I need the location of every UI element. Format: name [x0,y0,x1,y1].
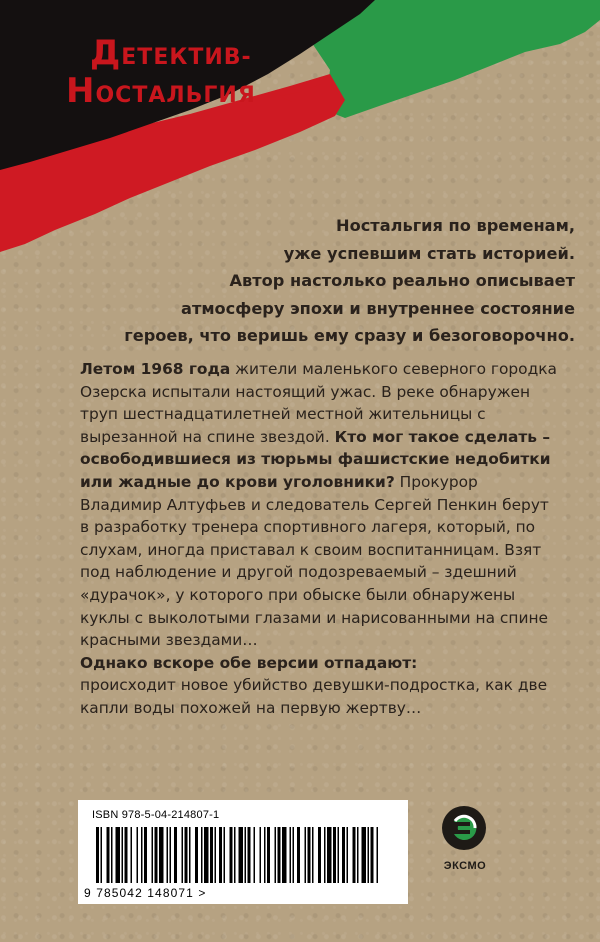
barcode-bar [267,827,270,883]
barcode-bar [137,827,139,883]
barcode-bar [122,827,124,883]
barcode-bar [141,827,143,883]
barcode-bar [167,827,169,883]
barcode-bar [312,827,314,883]
eksmo-logo-icon [440,804,488,852]
barcode-bar [182,827,184,883]
barcode-bar [234,827,236,883]
barcode-bar [318,827,321,883]
barcode-bar [282,827,287,883]
publisher-name: ЭКСМО [443,860,487,872]
barcode-bar [278,827,281,883]
barcode-bars [96,827,386,887]
question-bold: Кто мог такое сделать – освободившиеся из тюрьмы фашистские недобитки или жадные до крови уголовники? [80,427,551,491]
barcode-bar [170,827,172,883]
barcode-bar [155,827,158,883]
series-logo [66,33,256,111]
barcode-bar [189,827,191,883]
barcode-bar [245,827,247,883]
barcode-bar [215,827,217,883]
barcode-bar [210,827,213,883]
barcode-bar [101,827,103,883]
barcode-bar [305,827,307,883]
barcode-bar [116,827,121,883]
barcode-bar [144,827,147,883]
barcode-bar [327,827,332,883]
barcode-bar [297,827,300,883]
barcode-bar [201,827,203,883]
barcode-bar [308,827,311,883]
barcode-bar [338,827,340,883]
barcode-bar [239,827,244,883]
barcode-bar [264,827,266,883]
series-line-2: НОСТАЛЬГИЯ [66,71,256,111]
barcode-bar [224,827,226,883]
barcode-bar [275,827,277,883]
barcode-bar [219,827,222,883]
lead-bold: Летом 1968 года [80,360,231,378]
barcode-bar [159,827,164,883]
barcode-bar [347,827,349,883]
barcode-panel [78,800,408,904]
barcode-bar [152,827,154,883]
barcode-bar [195,827,198,883]
twist-bold: Однако вскоре обе версии отпадают: [80,653,418,672]
barcode-bar [185,827,188,883]
barcode-bar [368,827,370,883]
intro-blurb: Ностальгия по временам, уже успевшим стать историей. Автор настолько реально описывает атмосферу эпохи и внутреннее состояние героев, что веришь ему сразу и безоговорочно. [124,216,575,345]
barcode-bar [362,827,367,883]
barcode-bar [333,827,336,883]
barcode-bar [342,827,345,883]
series-line-1: ДЕТЕКТИВ- [90,33,252,73]
barcode-bar [290,827,292,883]
isbn-text: ISBN 978-5-04-214807-1 [92,809,220,821]
barcode-bar [357,827,359,883]
barcode-bar [260,827,262,883]
barcode-bar [248,827,251,883]
barcode-bar [111,827,113,883]
barcode-bar [125,827,128,883]
barcode-bar [107,827,110,883]
annotation-text: Летом 1968 года жители маленького северного городка Озерска испытали настоящий ужас. В реке обнаружен труп шестнадцатилетней местной жительницы с вырезанной на спине звездой. Кто мог такое сделать – освободившиеся из тюрьмы фашистские недобитки или жадные до крови уголовники? Прокурор Владимир Алтуфьев и следователь Сергей Пенкин берут в разработку тренера спортивного лагеря, который, по слухам, иногда приставал к своим воспитанницам. Взят под наблюдение и другой подозреваемый – здешний «дурачок», у которого при обыске были обнаружены куклы с выколотыми глазами и нарисованными на спине красными звездами… Однако вскоре обе версии отпадают: происходит новое убийство девушки-подростка, как две капли воды похожей на первую жертву… [80,360,557,717]
barcode-bar [174,827,177,883]
barcode-bar [371,827,374,883]
barcode-bar [377,827,379,883]
barcode-bar [324,827,326,883]
barcode-bar [353,827,356,883]
barcode-bar [204,827,209,883]
barcode-bar [254,827,256,883]
barcode-bar [131,827,133,883]
barcode-bar [96,827,99,883]
barcode-digits: 9 785042 148071 > [84,886,207,900]
barcode-bar [230,827,233,883]
barcode-bar [293,827,295,883]
